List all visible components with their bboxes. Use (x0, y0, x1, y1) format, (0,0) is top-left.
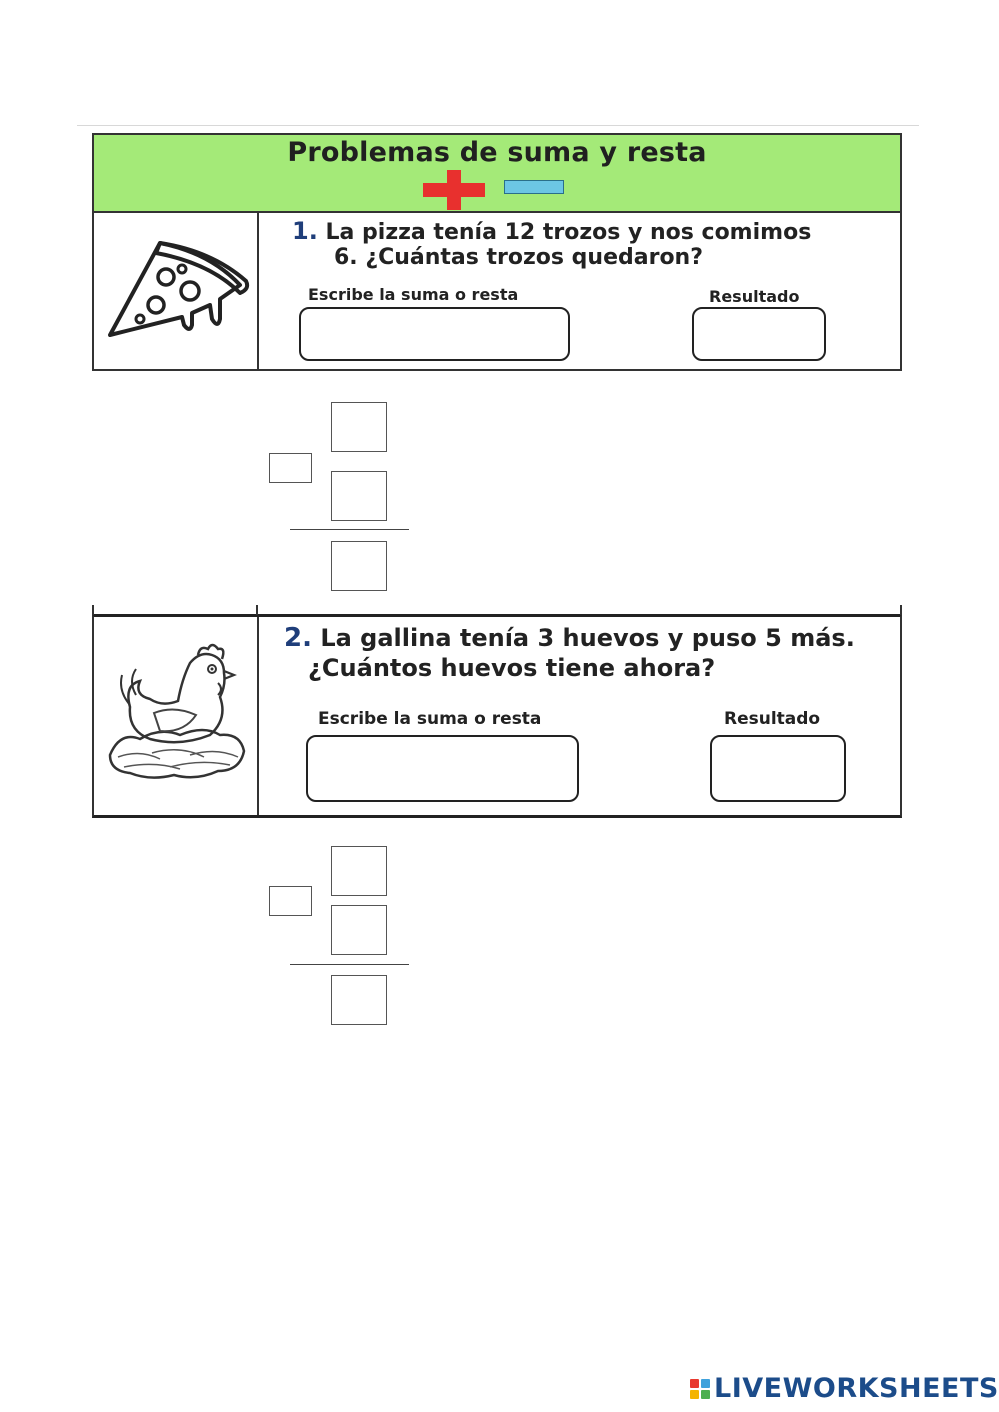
problem-1 (92, 213, 902, 371)
top-divider (77, 125, 919, 126)
problem-1-question-line-2: 6. ¿Cuántas trozos quedaron? (334, 245, 703, 270)
work-2-sum-line (290, 964, 409, 965)
pizza-slice-icon (100, 233, 250, 343)
problem-2-question (284, 623, 855, 683)
logo-cell-2 (701, 1379, 710, 1388)
work-1-first-number-box[interactable] (331, 402, 387, 452)
work-1-sum-line (290, 529, 409, 530)
problem-2-right-tick (900, 605, 902, 615)
problem-1-number: 1. (292, 217, 318, 245)
problem-1-picture-cell (94, 213, 259, 369)
worksheet-title: Problemas de suma y resta (287, 137, 707, 168)
work-2-second-number-box[interactable] (331, 905, 387, 955)
logo-cell-4 (701, 1390, 710, 1399)
problem-1-question (292, 219, 811, 270)
work-1-second-number-box[interactable] (331, 471, 387, 521)
problem-1-question-line-1: La pizza tenía 12 trozos y nos comimos (325, 220, 812, 245)
problem-2 (92, 614, 902, 818)
problem-1-result-box[interactable] (692, 307, 826, 361)
problem-2-question-line-2: ¿Cuántos huevos tiene ahora? (308, 654, 716, 682)
logo-cell-3 (690, 1390, 699, 1399)
problem-2-result-label: Resultado (724, 709, 821, 729)
problem-2-picture-cell (94, 617, 259, 815)
liveworksheets-logo-icon (690, 1379, 710, 1399)
problem-2-operation-box[interactable] (306, 735, 579, 802)
hen-on-nest-icon (100, 635, 250, 785)
plus-icon (423, 170, 485, 210)
problem-1-operation-box[interactable] (299, 307, 570, 361)
minus-icon (504, 180, 564, 194)
liveworksheets-wordmark: LIVEWORKSHEETS (714, 1373, 999, 1404)
problem-2-operation-label: Escribe la suma o resta (318, 709, 542, 729)
problem-2-question-line-1: La gallina tenía 3 huevos y puso 5 más. (320, 624, 855, 652)
work-2-first-number-box[interactable] (331, 846, 387, 896)
problem-1-operation-label: Escribe la suma o resta (308, 285, 519, 304)
problem-2-middle-tick (256, 605, 258, 615)
problem-2-left-tick (92, 605, 94, 615)
problem-1-result-label: Resultado (709, 287, 800, 306)
problem-2-number: 2. (284, 623, 312, 653)
liveworksheets-brand (690, 1373, 999, 1404)
work-2-operator-box[interactable] (269, 886, 312, 916)
work-1-result-number-box[interactable] (331, 541, 387, 591)
problem-2-result-box[interactable] (710, 735, 846, 802)
work-1-operator-box[interactable] (269, 453, 312, 483)
worksheet-header (92, 133, 902, 213)
logo-cell-1 (690, 1379, 699, 1388)
work-2-result-number-box[interactable] (331, 975, 387, 1025)
